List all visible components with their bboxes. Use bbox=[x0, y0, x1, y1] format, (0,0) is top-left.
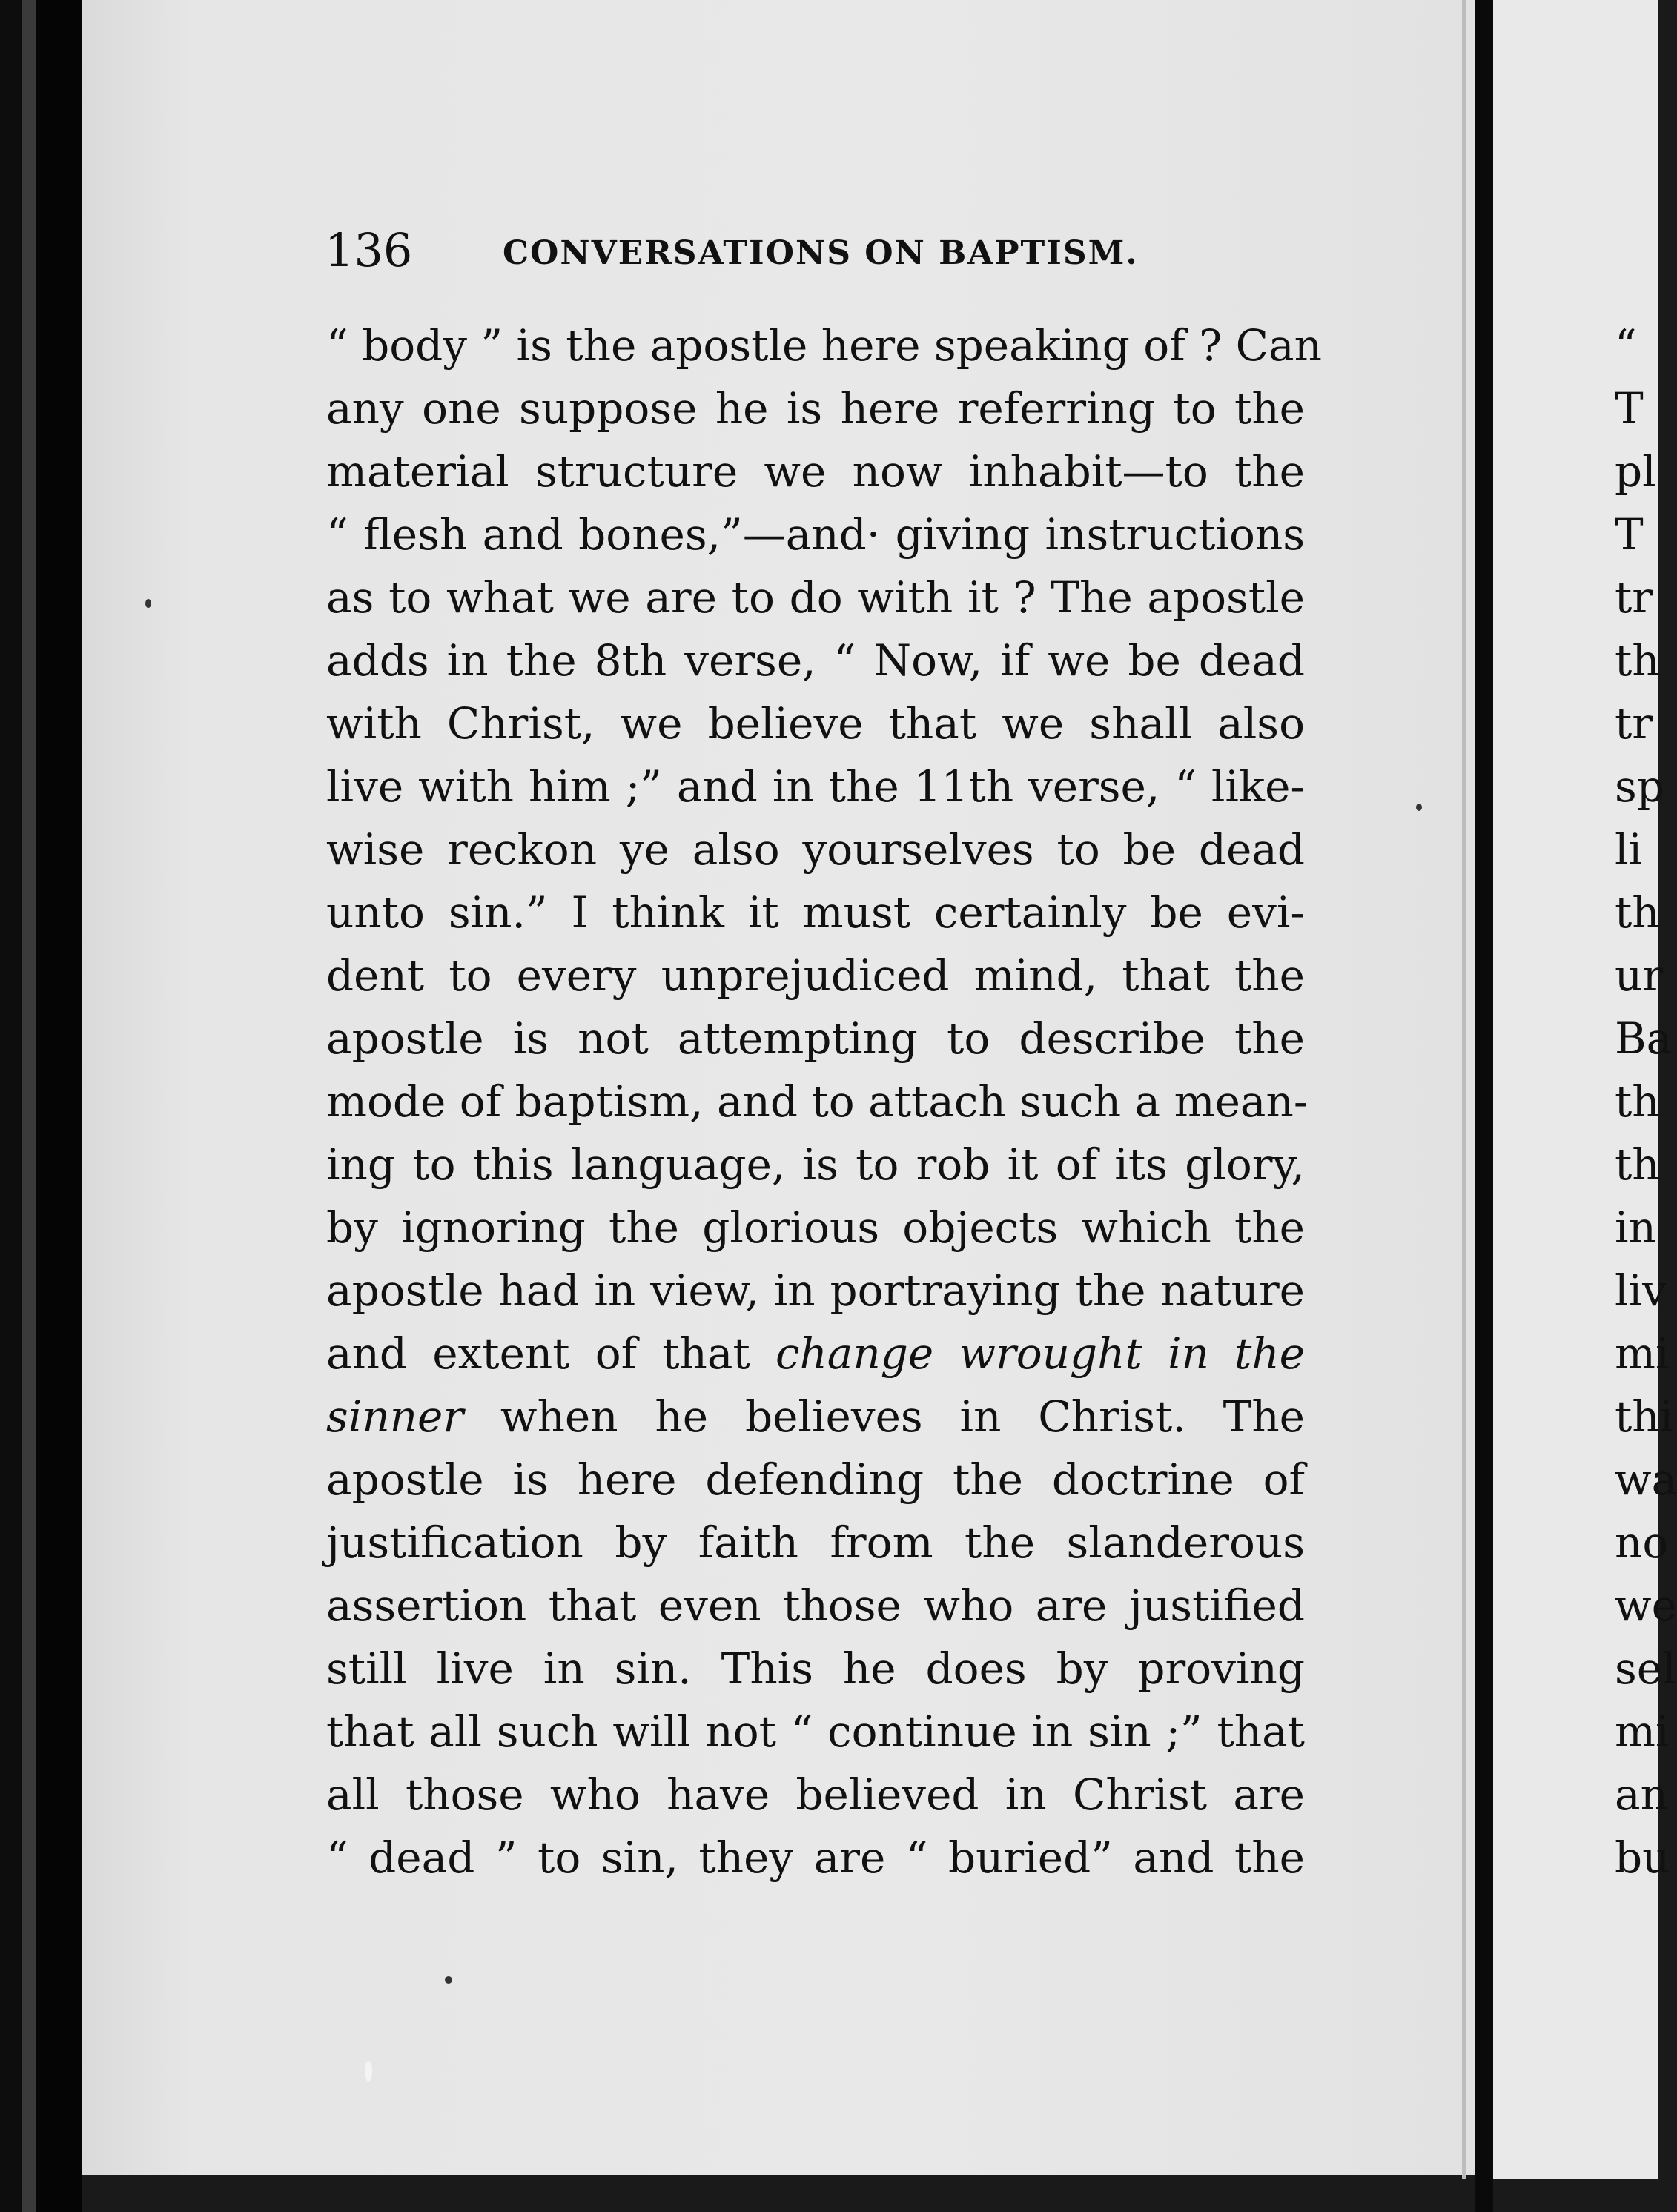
text-line: apostle is not attempting to describe the bbox=[326, 1013, 1305, 1064]
text-line: “ body ” is the apostle here speaking of ? Can bbox=[326, 320, 1322, 371]
text-line: material structure we now inhabit—to the bbox=[326, 446, 1305, 497]
text-line: “ flesh and bones,”—and· giving instructions bbox=[326, 509, 1305, 560]
next-page-fragment: th bbox=[1615, 1139, 1660, 1190]
next-page-fragment: mi bbox=[1615, 1328, 1670, 1379]
body-text bbox=[326, 314, 1322, 1890]
next-page-fragment: mi bbox=[1615, 1706, 1670, 1757]
next-page-fragment: “ bbox=[1615, 320, 1637, 371]
text-line: apostle had in view, in portraying the nature bbox=[326, 1265, 1305, 1316]
text-line: that all such will not “ continue in sin ;” that bbox=[326, 1706, 1305, 1757]
running-head bbox=[325, 221, 1303, 280]
text-line: mode of baptism, and to attach such a mean- bbox=[326, 1076, 1309, 1127]
next-page-fragment: T bbox=[1615, 383, 1644, 434]
text-line: as to what we are to do with it ? The apostle bbox=[326, 572, 1305, 623]
italic-phrase: sinner bbox=[326, 1391, 464, 1442]
scan-speck bbox=[365, 2061, 372, 2082]
next-page-fragment: th bbox=[1615, 1076, 1660, 1127]
body-lines-part-1 bbox=[326, 314, 1322, 1322]
scan-speck bbox=[445, 1976, 452, 1984]
next-page-fragment: thi bbox=[1615, 1391, 1674, 1442]
page-bottom-edge bbox=[82, 2175, 1475, 2212]
next-page-fragment: wa bbox=[1615, 1454, 1677, 1505]
next-page-fragment: in bbox=[1615, 1202, 1656, 1253]
text-line: ing to this language, is to rob it of its glory, bbox=[326, 1139, 1305, 1190]
running-title: CONVERSATIONS ON BAPTISM. bbox=[503, 234, 1139, 272]
text-line: with Christ, we believe that we shall also bbox=[326, 698, 1305, 749]
next-page-fragment: sel bbox=[1615, 1643, 1676, 1694]
italic-phrase: change wrought in the bbox=[775, 1328, 1305, 1379]
next-page-fragment: bu bbox=[1615, 1832, 1670, 1883]
scan-speck bbox=[145, 599, 151, 608]
text-line-with-italic bbox=[326, 1385, 1305, 1448]
text-line: assertion that even those who are justified bbox=[326, 1580, 1305, 1631]
text-line: by ignoring the glorious objects which the bbox=[326, 1202, 1305, 1253]
text-line: “ dead ” to sin, they are “ buried” and the bbox=[326, 1832, 1305, 1883]
book-gutter bbox=[1475, 0, 1493, 2212]
next-page-fragment: th bbox=[1615, 635, 1660, 686]
next-page-text-fragments bbox=[1615, 314, 1677, 1890]
page-edge-line bbox=[1462, 0, 1466, 2179]
next-page-fragment: pl bbox=[1615, 446, 1656, 497]
text-line: all those who have believed in Christ are bbox=[326, 1769, 1305, 1820]
text-line: any one suppose he is here referring to the bbox=[326, 383, 1305, 434]
next-page-fragment: li bbox=[1615, 824, 1643, 875]
page-number: 136 bbox=[325, 223, 413, 277]
body-lines-part-2 bbox=[326, 1448, 1305, 1890]
scan-speck bbox=[1416, 804, 1422, 811]
next-page-fragment: tr bbox=[1615, 572, 1653, 623]
next-page-fragment: an bbox=[1615, 1769, 1668, 1820]
text-line: unto sin.” I think it must certainly be evi- bbox=[326, 887, 1305, 938]
next-page-bottom-edge bbox=[1493, 2179, 1658, 2212]
text-line: justification by faith from the slanderous bbox=[326, 1517, 1305, 1568]
next-page-fragment: we bbox=[1615, 1580, 1677, 1631]
text-line-with-italic bbox=[326, 1322, 1305, 1385]
next-page-fragment: liv bbox=[1615, 1265, 1667, 1316]
text-segment: when he believes in Christ. The bbox=[463, 1391, 1305, 1442]
text-line: live with him ;” and in the 11th verse, “ like- bbox=[326, 761, 1305, 812]
text-line: apostle is here defending the doctrine of bbox=[326, 1454, 1305, 1505]
next-page-fragment: sp bbox=[1615, 761, 1664, 812]
next-page-fragment: ur bbox=[1615, 950, 1664, 1001]
text-line: dent to every unprejudiced mind, that the bbox=[326, 950, 1305, 1001]
text-line: still live in sin. This he does by proving bbox=[326, 1643, 1305, 1694]
book-binding-edge bbox=[0, 0, 82, 2212]
next-page-fragment: no bbox=[1615, 1517, 1669, 1568]
next-page-fragment: th bbox=[1615, 887, 1660, 938]
text-segment: and extent of that bbox=[326, 1328, 775, 1379]
next-page-fragment: Ba bbox=[1615, 1013, 1673, 1064]
next-page-fragment: tr bbox=[1615, 698, 1653, 749]
text-line: adds in the 8th verse, “ Now, if we be dead bbox=[326, 635, 1305, 686]
text-line: wise reckon ye also yourselves to be dead bbox=[326, 824, 1305, 875]
next-page-fragment: T bbox=[1615, 509, 1644, 560]
